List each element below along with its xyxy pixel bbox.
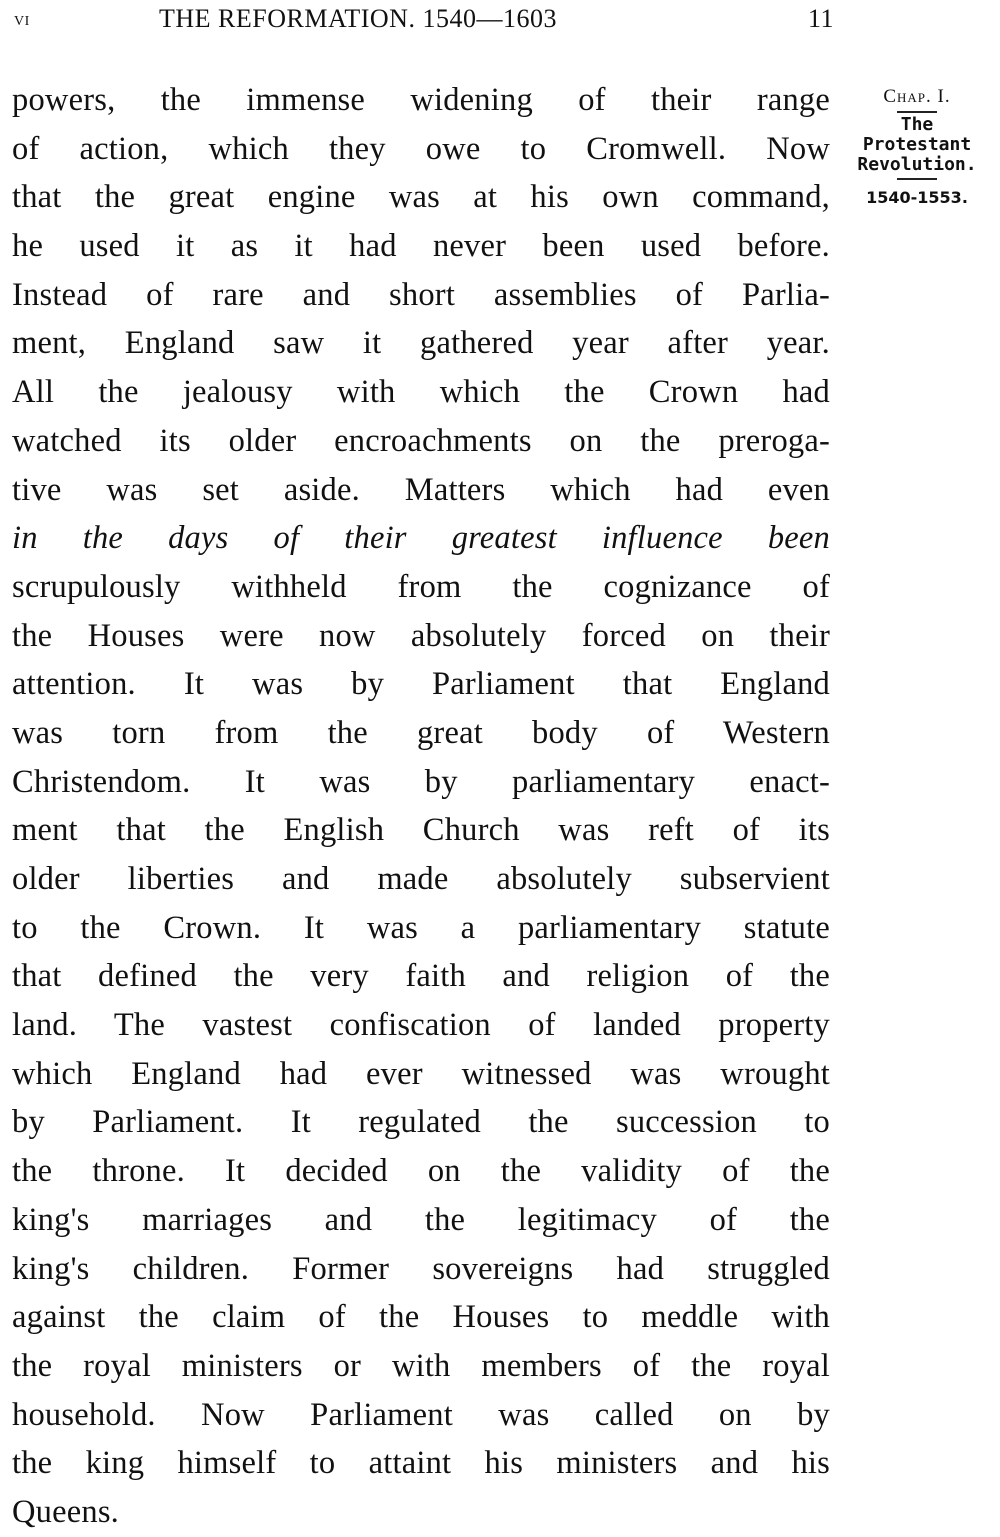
text-line: Instead of rare and short assemblies of Parlia- xyxy=(12,276,830,313)
text-line: attention. It was by Parliament that England xyxy=(12,666,830,703)
text-line: in the days of their greatest influence been xyxy=(12,520,830,557)
text-line: that defined the very faith and religion of the xyxy=(12,958,830,995)
text-line: the throne. It decided on the validity of the xyxy=(12,1153,830,1190)
text-line: that the great engine was at his own command, xyxy=(12,179,830,216)
text-line: the Houses were now absolutely forced on their xyxy=(12,617,830,654)
text-line: household. Now Parliament was called on by xyxy=(12,1396,830,1433)
topic-line: Revolution. xyxy=(857,154,977,175)
text-line: watched its older encroachments on the preroga- xyxy=(12,422,830,459)
section-number: vi xyxy=(14,8,30,30)
text-line: he used it as it had never been used before. xyxy=(12,228,830,265)
text-line: powers, the immense widening of their range xyxy=(12,82,830,118)
running-header xyxy=(14,4,834,40)
text-line: against the claim of the Houses to meddle with xyxy=(12,1299,830,1336)
page-number: 11 xyxy=(807,4,834,33)
text-line: Queens. xyxy=(12,1493,119,1530)
text-line: scrupulously withheld from the cognizance of xyxy=(12,568,830,605)
topic-line: Protestant xyxy=(862,134,972,155)
text-line: king's marriages and the legitimacy of the xyxy=(12,1201,830,1238)
text-line: ment, England saw it gathered year after year. xyxy=(12,325,830,362)
text-line: older liberties and made absolutely subservient xyxy=(12,861,830,897)
running-title: THE REFORMATION. 1540—1603 xyxy=(159,4,557,33)
text-line: All the jealousy with which the Crown had xyxy=(12,374,830,411)
text-line: Christendom. It was by parliamentary enact- xyxy=(12,763,830,800)
margin-rule xyxy=(897,178,937,180)
text-line: to the Crown. It was a parliamentary statute xyxy=(12,909,830,946)
topic-line: The xyxy=(900,114,934,135)
text-line: the king himself to attaint his ministers and his xyxy=(12,1445,830,1482)
text-line: of action, which they owe to Cromwell. Now xyxy=(12,130,830,167)
body-text xyxy=(12,76,830,1537)
date-range: 1540-1553. xyxy=(866,188,968,207)
text-line: by Parliament. It regulated the succession to xyxy=(12,1104,830,1141)
chapter-label: Chap. I. xyxy=(883,86,951,107)
text-line: the royal ministers or with members of the royal xyxy=(12,1347,830,1384)
text-line: ment that the English Church was reft of its xyxy=(12,812,830,849)
margin-note xyxy=(842,86,992,207)
text-line: tive was set aside. Matters which had even xyxy=(12,471,830,508)
text-line: land. The vastest confiscation of landed property xyxy=(12,1007,830,1044)
text-line: which England had ever witnessed was wrought xyxy=(12,1055,830,1092)
text-line: king's children. Former sovereigns had struggled xyxy=(12,1250,830,1287)
text-line: was torn from the great body of Western xyxy=(12,714,830,751)
margin-rule xyxy=(897,111,937,113)
